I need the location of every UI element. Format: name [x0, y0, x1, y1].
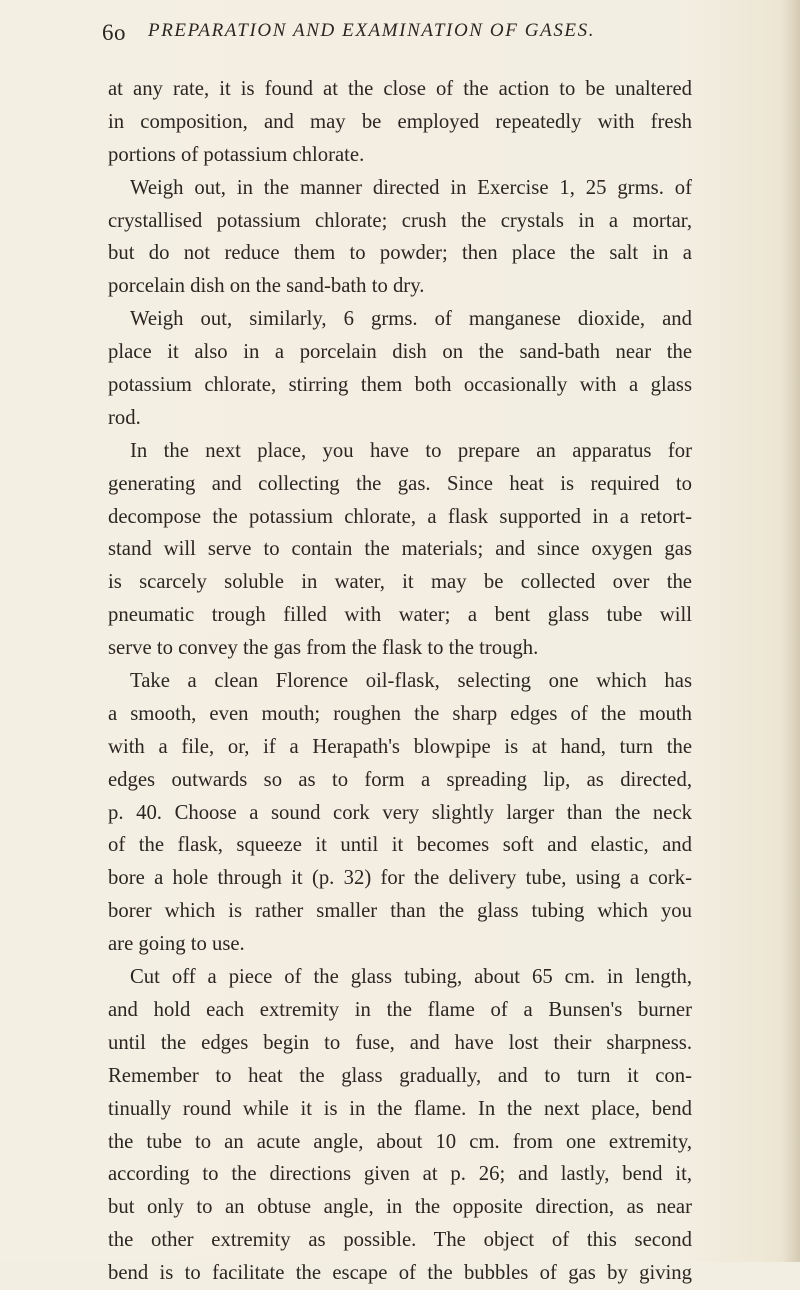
text-line: of the flask, squeeze it until it becomes soft and elastic, and: [108, 834, 692, 857]
text-line: the tube to an acute angle, about 10 cm. from one extremity,: [108, 1130, 692, 1153]
text-line: Weigh out, in the manner directed in Exercise 1, 25 grms. of: [130, 176, 692, 199]
text-line: Remember to heat the glass gradually, and to turn it con-: [108, 1064, 692, 1087]
text-line: but do not reduce them to powder; then place the salt in a: [108, 242, 692, 265]
body-text: [108, 73, 692, 1290]
text-line: the other extremity as possible. The object of this second: [108, 1229, 692, 1252]
text-line: pneumatic trough filled with water; a bent glass tube will: [108, 604, 692, 627]
page-number: 6o: [102, 20, 126, 45]
text-line: In the next place, you have to prepare an apparatus for: [130, 439, 692, 462]
text-line: according to the directions given at p. 26; and lastly, bend it,: [108, 1163, 692, 1186]
text-line: a smooth, even mouth; roughen the sharp edges of the mouth: [108, 702, 692, 725]
text-line: porcelain dish on the sand-bath to dry.: [108, 275, 425, 298]
text-line: bend is to facilitate the escape of the bubbles of gas by giving: [108, 1262, 692, 1285]
text-line: generating and collecting the gas. Since heat is required to: [108, 472, 692, 495]
text-line: at any rate, it is found at the close of the action to be unaltered: [108, 78, 692, 100]
text-line: potassium chlorate, stirring them both occasionally with a glass: [108, 374, 692, 397]
text-line: and hold each extremity in the flame of a Bunsen's burner: [108, 998, 692, 1021]
text-line: p. 40. Choose a sound cork very slightly larger than the neck: [108, 801, 692, 824]
text-line: decompose the potassium chlorate, a flask supported in a retort-: [108, 505, 692, 528]
text-line: bore a hole through it (p. 32) for the delivery tube, using a cork-: [108, 867, 692, 890]
running-title: PREPARATION AND EXAMINATION OF GASES.: [148, 20, 596, 41]
text-line: until the edges begin to fuse, and have lost their sharpness.: [108, 1031, 692, 1054]
text-line: Take a clean Florence oil-flask, selecting one which has: [130, 670, 692, 693]
page-header: [102, 20, 692, 56]
text-line: tinually round while it is in the flame. In the next place, bend: [108, 1097, 692, 1120]
text-line: place it also in a porcelain dish on the sand-bath near the: [108, 341, 692, 364]
text-line: stand will serve to contain the materials; and since oxygen gas: [108, 538, 692, 561]
text-line: crystallised potassium chlorate; crush the crystals in a mortar,: [108, 209, 692, 232]
text-line: with a file, or, if a Herapath's blowpipe is at hand, turn the: [108, 735, 692, 758]
text-line: is scarcely soluble in water, it may be collected over the: [108, 571, 692, 594]
page-edge-shadow: [782, 0, 800, 1262]
text-line: Weigh out, similarly, 6 grms. of manganese dioxide, and: [130, 308, 692, 331]
text-line: borer which is rather smaller than the glass tubing which you: [108, 900, 692, 923]
text-line: serve to convey the gas from the flask to the trough.: [108, 637, 539, 660]
text-line: Cut off a piece of the glass tubing, about 65 cm. in length,: [130, 966, 692, 989]
text-line: in composition, and may be employed repeatedly with fresh: [108, 110, 692, 133]
text-line: but only to an obtuse angle, in the opposite direction, as near: [108, 1196, 692, 1219]
text-line: portions of potassium chlorate.: [108, 143, 365, 166]
text-line: rod.: [108, 406, 141, 429]
text-line: are going to use.: [108, 933, 245, 956]
text-line: edges outwards so as to form a spreading lip, as directed,: [108, 768, 692, 791]
